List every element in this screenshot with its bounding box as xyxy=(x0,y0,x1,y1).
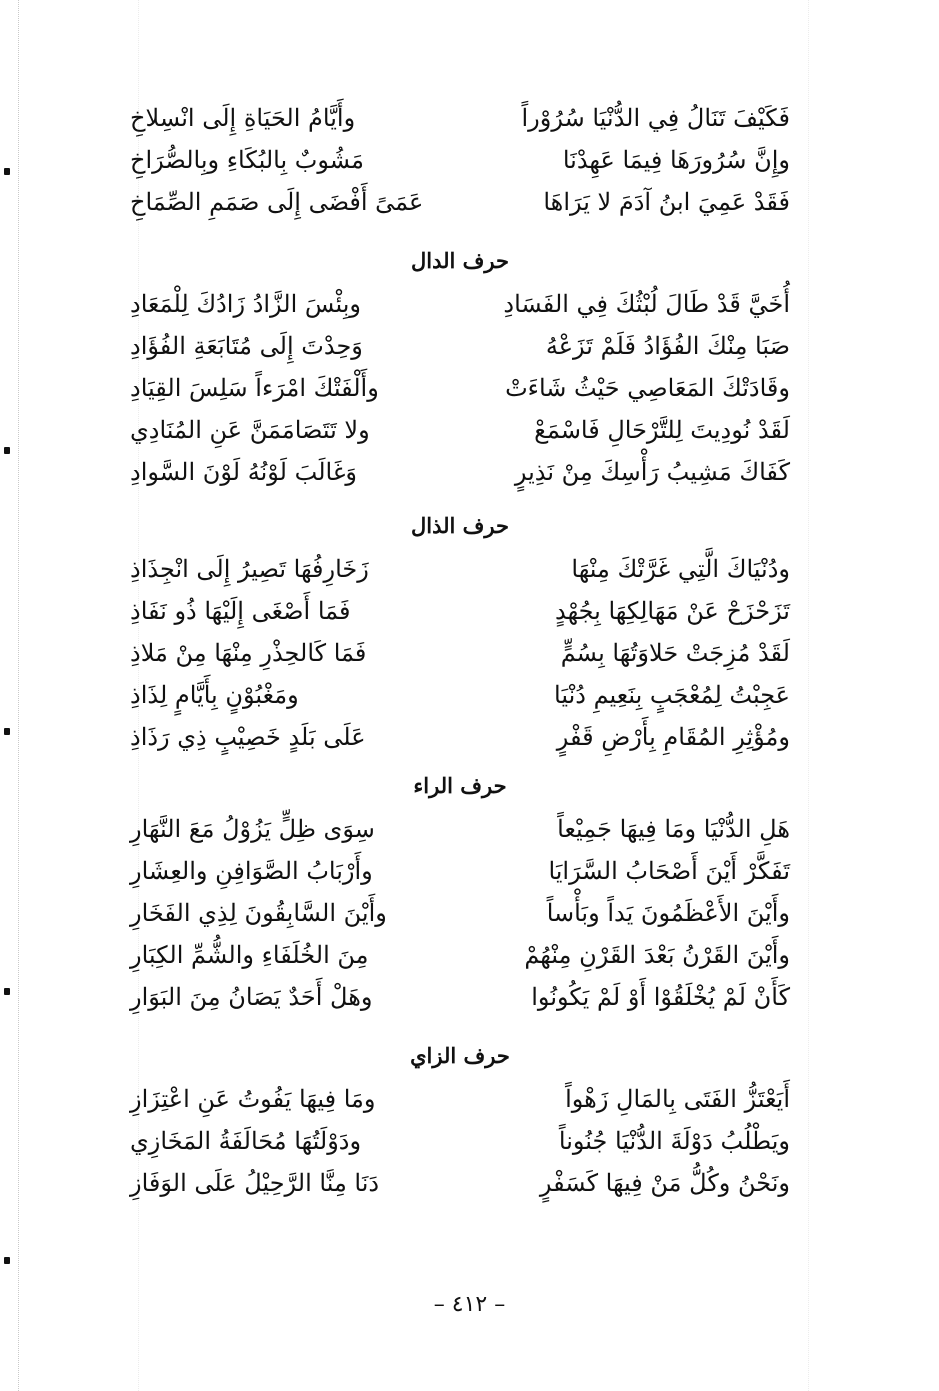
first-hemistich: صَبَا مِنْكَ الفُؤَادُ فَلَمْ تَزَعْهُ xyxy=(545,332,790,360)
verse-line xyxy=(130,1078,790,1120)
scan-mark xyxy=(4,1257,10,1264)
verse-line xyxy=(130,716,790,758)
section-heading: حرف الذال xyxy=(411,513,509,538)
section-heading: حرف الدال xyxy=(411,248,509,273)
second-hemistich: عَمَىً أَفْضَى إِلَى صَمَمِ الصِّمَاخِ xyxy=(130,188,424,216)
first-hemistich: ويَطْلُبُ دَوْلَةَ الدُّنْيَا جُنُوناً xyxy=(558,1127,790,1155)
first-hemistich: تَزَحْزَحْ عَنْ مَهَالِكِهَا بِجُهْدٍ xyxy=(555,597,790,625)
second-hemistich: فَمَا كَالحِذْرِ مِنْهَا مِنْ مَلاذِ xyxy=(130,639,367,667)
second-hemistich: عَلَى بَلَدٍ خَصِيْبٍ ذِي رَذَاذِ xyxy=(130,723,366,751)
section-heading: حرف الزاي xyxy=(410,1043,510,1068)
second-hemistich: مَشُوبٌ بِالبُكَاءِ وبِالصُّرَاخِ xyxy=(130,146,365,174)
scan-mark xyxy=(4,447,10,454)
scan-margin-line xyxy=(18,0,19,1391)
second-hemistich: وَغَالَبَ لَوْنُهُ لَوْنَ السَّوادِ xyxy=(130,458,357,486)
first-hemistich: وأَيْنَ القَرْنُ بَعْدَ القَرْنِ مِنْهُمْ xyxy=(524,941,790,969)
second-hemistich: سِوَى ظِلٍّ يَزُوْلُ مَعَ النَّهَارِ xyxy=(130,815,375,843)
second-hemistich: وأَيَّامُ الحَيَاةِ إِلَى انْسِلاخِ xyxy=(130,104,356,132)
poem-section xyxy=(130,770,790,1018)
first-hemistich: لَقَدْ نُودِيتَ لِلتَّرْحَالِ فَاسْمَعْ xyxy=(534,416,790,444)
second-hemistich: دَنَا مِنَّا الرَّحِيْلُ عَلَى الوَفَازِ xyxy=(130,1169,380,1197)
scan-guide-line xyxy=(808,0,809,1391)
second-hemistich: وأَرْبَابُ الصَّوَافِنِ والعِشَارِ xyxy=(130,857,373,885)
verse-line xyxy=(130,590,790,632)
first-hemistich: وقَادَتْكَ المَعَاصِي حَيْثُ شَاءَتْ xyxy=(505,374,790,402)
verse-line xyxy=(130,976,790,1018)
scan-mark xyxy=(4,168,10,175)
page-number: – ٤١٢ – xyxy=(433,1292,506,1317)
first-hemistich: أَيَعْتَزُّ الفَتَى بِالمَالِ زَهْواً xyxy=(565,1085,790,1113)
first-hemistich: عَجِبْتُ لِمُعْجَبٍ بِنَعِيمِ دُنْيَا xyxy=(554,681,790,709)
poem-section xyxy=(130,97,790,223)
verse-line xyxy=(130,632,790,674)
second-hemistich: زَخَارِفُهَا تَصِيرُ إِلَى انْجِذَاذِ xyxy=(130,555,369,583)
verse-line xyxy=(130,674,790,716)
section-heading: حرف الراء xyxy=(413,773,507,798)
verse-line xyxy=(130,808,790,850)
poem-section xyxy=(130,1040,790,1204)
verse-line xyxy=(130,181,790,223)
verse-line xyxy=(130,367,790,409)
second-hemistich: ومَا فِيهَا يَفُوتُ عَنِ اعْتِزَازِ xyxy=(130,1085,376,1113)
verse-line xyxy=(130,892,790,934)
first-hemistich: وإِنَّ سُرُورَهَا فِيمَا عَهِدْنَا xyxy=(562,146,790,174)
first-hemistich: هَلِ الدُّنْيَا ومَا فِيهَا جَمِيْعاً xyxy=(557,815,790,843)
first-hemistich: أُخَيَّ قَدْ طَالَ لُبْثُكَ فِي الفَسَادِ xyxy=(503,290,790,318)
second-hemistich: ودَوْلَتُهَا مُحَالَفَةُ المَخَازِي xyxy=(130,1127,362,1155)
first-hemistich: كَفَاكَ مَشِيبُ رَأْسِكَ مِنْ نَذِيرٍ xyxy=(514,458,790,486)
first-hemistich: كَأَنْ لَمْ يُخْلَقُوْا أَوْ لَمْ يَكُونُوا xyxy=(531,983,790,1011)
second-hemistich: وَحِدْتَ إِلَى مُتَابَعَةِ الفُؤَادِ xyxy=(130,332,363,360)
first-hemistich: ودُنْيَاكَ الَّتِي غَرَّتْكَ مِنْهَا xyxy=(571,555,790,583)
second-hemistich: وبِئْسَ الزَّادُ زَادُكَ لِلْمَعَادِ xyxy=(130,290,362,318)
verse-line xyxy=(130,850,790,892)
first-hemistich: تَفَكَّرْ أَيْنَ أَصْحَابُ السَّرَايَا xyxy=(548,857,790,885)
verse-line xyxy=(130,97,790,139)
verse-line xyxy=(130,283,790,325)
first-hemistich: وأَيْنَ الأَعْظَمُونَ يَداً وبَأْساً xyxy=(546,899,790,927)
second-hemistich: وهَلْ أَحَدٌ يَصَانُ مِنَ البَوَارِ xyxy=(130,983,373,1011)
verse-line xyxy=(130,934,790,976)
poem-section xyxy=(130,510,790,758)
scan-mark xyxy=(4,988,10,995)
poem-section xyxy=(130,245,790,493)
first-hemistich: فَقَدْ عَمِيَ ابنُ آدَمَ لا يَرَاهَا xyxy=(543,188,790,216)
first-hemistich: فَكَيْفَ تَنَالُ فِي الدُّنْيَا سُرُوْراً xyxy=(521,104,790,132)
verse-line xyxy=(130,548,790,590)
second-hemistich: وأَيْنَ السَّابِقُونَ لِذِي الفَخَارِ xyxy=(130,899,387,927)
first-hemistich: لَقَدْ مُزِجَتْ حَلاوَتُهَا بِسُمٍّ xyxy=(560,639,790,667)
second-hemistich: ولا تَتَصَامَمَنَّ عَنِ المُنَادِي xyxy=(130,416,370,444)
second-hemistich: وأَلْفَتْكَ امْرَءاً سَلِسَ القِيَادِ xyxy=(130,374,379,402)
first-hemistich: ونَحْنُ وكُلُّ مَنْ فِيهَا كَسَفْرٍ xyxy=(539,1169,790,1197)
first-hemistich: ومُؤْثِرِ المُقَامِ بِأَرْضِ قَفْرٍ xyxy=(556,723,790,751)
scan-mark xyxy=(4,728,10,735)
second-hemistich: مِنَ الخُلَفَاءِ والشُّمِّ الكِبَارِ xyxy=(130,941,369,969)
second-hemistich: ومَغْبُوْنٍ بِأَيَّامٍ لِذَاذِ xyxy=(130,681,299,709)
verse-line xyxy=(130,325,790,367)
verse-line xyxy=(130,451,790,493)
verse-line xyxy=(130,1162,790,1204)
verse-line xyxy=(130,409,790,451)
verse-line xyxy=(130,139,790,181)
second-hemistich: فَمَا أَصْغَى إِلَيْهَا ذُو نَفَاذِ xyxy=(130,597,351,625)
verse-line xyxy=(130,1120,790,1162)
